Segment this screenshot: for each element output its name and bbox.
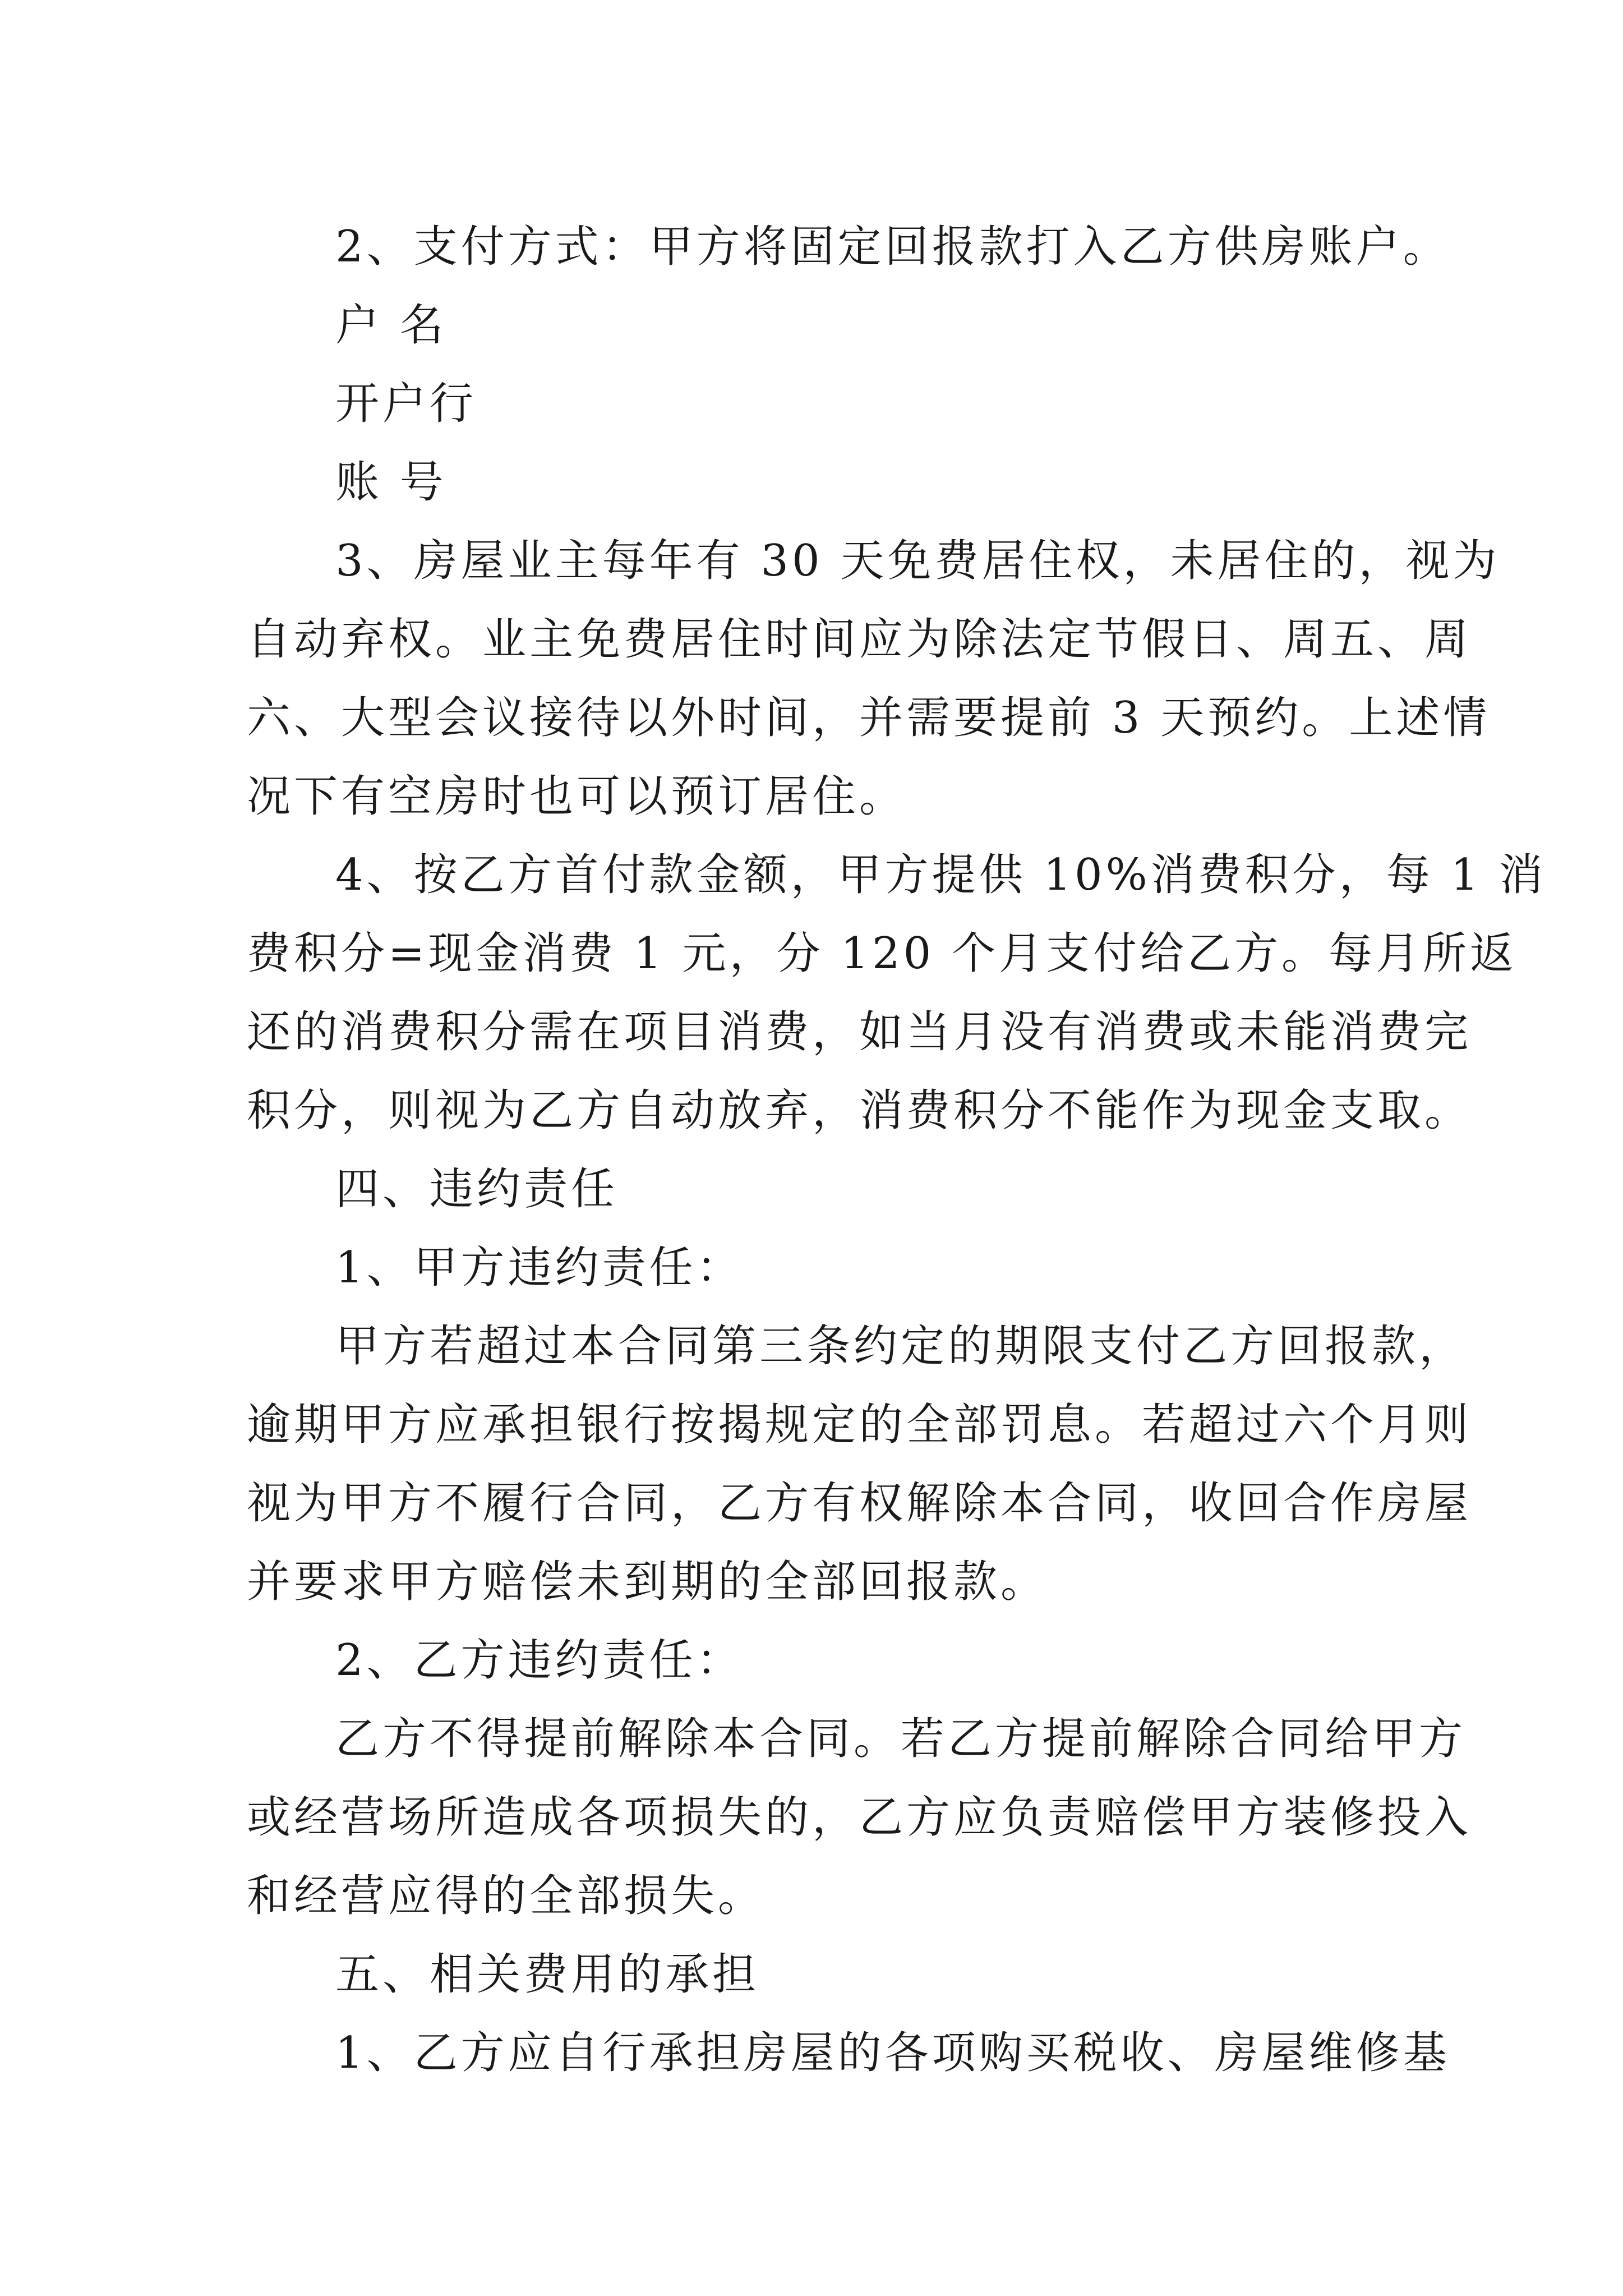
text-line: 4、按乙方首付款金额，甲方提供 10%消费积分，每 1 消 (335, 850, 1547, 900)
text-line: 六、大型会议接待以外时间，并需要提前 3 天预约。上述情 (247, 693, 1491, 743)
text-line: 费积分=现金消费 1 元，分 120 个月支付给乙方。每月所返 (247, 928, 1518, 979)
text-line: 开户行 (335, 379, 477, 429)
text-line: 逾期甲方应承担银行按揭规定的全部罚息。若超过六个月则 (247, 1400, 1472, 1450)
text-line: 或经营场所造成各项损失的，乙方应负责赔偿甲方装修投入 (247, 1792, 1472, 1843)
text-line: 甲方若超过本合同第三条约定的期限支付乙方回报款， (335, 1321, 1467, 1372)
text-line: 乙方不得提前解除本合同。若乙方提前解除合同给甲方 (335, 1714, 1467, 1764)
text-line: 2、支付方式：甲方将固定回报款打入乙方供房账户。 (335, 222, 1450, 272)
text-line: 还的消费积分需在项目消费，如当月没有消费或未能消费完 (247, 1007, 1472, 1057)
text-line: 和经营应得的全部损失。 (247, 1871, 766, 1921)
text-line: 视为甲方不履行合同，乙方有权解除本合同，收回合作房屋 (247, 1478, 1472, 1529)
text-line: 1、乙方应自行承担房屋的各项购买税收、房屋维修基 (335, 2028, 1450, 2078)
text-line: 3、房屋业主每年有 30 天免费居住权，未居住的，视为 (335, 536, 1500, 586)
text-line: 并要求甲方赔偿未到期的全部回报款。 (247, 1557, 1048, 1607)
text-line: 自动弃权。业主免费居住时间应为除法定节假日、周五、周 (247, 614, 1472, 665)
section-heading: 四、违约责任 (335, 1164, 619, 1214)
document-page (247, 208, 1547, 2092)
text-line: 户 名 (335, 300, 447, 351)
text-line: 况下有空房时也可以预订居住。 (247, 771, 907, 822)
text-line: 积分，则视为乙方自动放弃，消费积分不能作为现金支取。 (247, 1085, 1472, 1136)
text-line: 账 号 (335, 457, 447, 508)
section-heading: 五、相关费用的承担 (335, 1949, 760, 2000)
sub-heading: 2、乙方违约责任： (335, 1635, 744, 1686)
sub-heading: 1、甲方违约责任： (335, 1243, 744, 1293)
